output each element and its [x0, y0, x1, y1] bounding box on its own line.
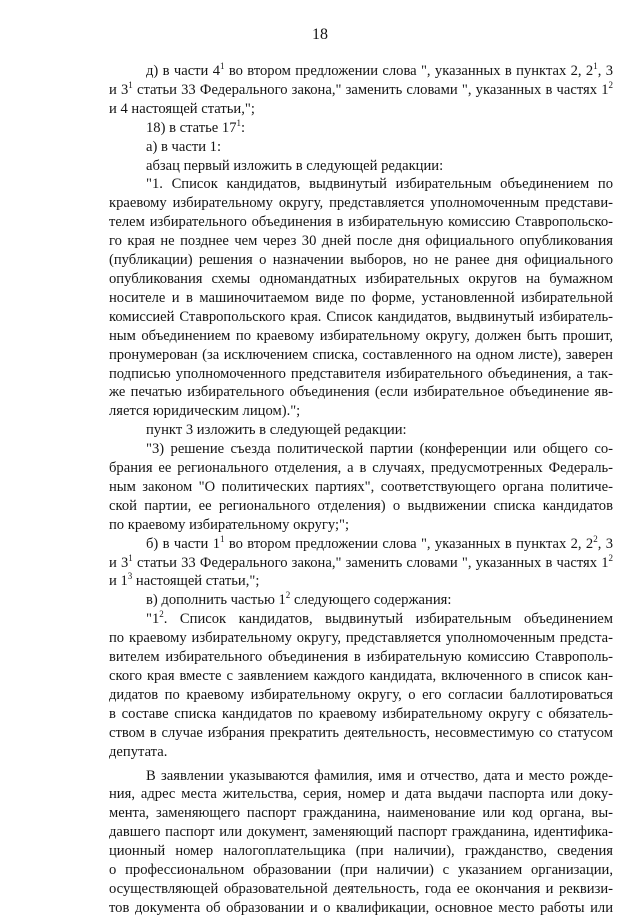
- text-run: комиссией Ставропольского края. Список кандидатов, выдвинутый избиратель-: [109, 308, 613, 325]
- text-run: ляется юридическим лицом).";: [109, 403, 301, 420]
- text-run: и 3: [109, 81, 129, 98]
- text-run: подписью уполномоченного представителя избирательного объединения, а так-: [109, 365, 613, 382]
- text-line: [109, 554, 613, 573]
- text-run: и 1: [109, 573, 128, 590]
- text-line: [109, 62, 613, 81]
- superscript: 3: [127, 571, 133, 582]
- text-run: краевому избирательному округу, представляется уполномоченным представи-: [109, 195, 613, 212]
- text-run: "1: [146, 611, 160, 628]
- text-line: [109, 497, 613, 516]
- text-run: статьи 33 Федерального закона," заменить словами ", указанных в частях 1: [132, 81, 609, 98]
- text-line: [109, 572, 613, 591]
- superscript: 1: [128, 552, 133, 563]
- text-line: [109, 365, 613, 384]
- text-line: [109, 610, 613, 629]
- text-run: ным законом "О политических партиях", соответствующего органа политиче-: [109, 478, 613, 495]
- text-line: [109, 346, 613, 365]
- text-run: о профессиональном образовании (при наличии) с указанием организации,: [109, 862, 613, 879]
- document-body: [109, 62, 613, 918]
- text-run: В заявлении указываются фамилия, имя и отчество, дата и место рожде-: [146, 767, 613, 784]
- text-run: "1. Список кандидатов, выдвинутый избирательным объединением по: [146, 176, 613, 193]
- text-line: [109, 81, 613, 100]
- text-line: [109, 459, 613, 478]
- text-run: "3) решение съезда политической партии (конференции или общего со-: [146, 441, 613, 458]
- text-line: [109, 861, 613, 880]
- superscript: 1: [236, 117, 242, 128]
- text-run: го края не позднее чем через 30 дней после дня официального опубликования: [109, 233, 613, 250]
- text-line: [109, 251, 613, 270]
- text-run: ционный номер налогоплательщика (при наличии), гражданство, сведения: [109, 843, 613, 860]
- text-line: [109, 842, 613, 861]
- text-run: и 3: [109, 554, 129, 571]
- text-run: (публикации) решения о назначении выборов, но не ранее дня официального: [109, 252, 613, 269]
- text-line: [109, 648, 613, 667]
- text-line: [109, 119, 613, 138]
- text-run: статьи 33 Федерального закона," заменить словами ", указанных в частях 1: [132, 554, 609, 571]
- superscript: 1: [220, 533, 225, 544]
- text-line: [109, 289, 613, 308]
- text-run: по краевому избирательному округу;";: [109, 516, 350, 533]
- text-line: [109, 629, 613, 648]
- text-line: [109, 138, 613, 157]
- text-run: пронумерован (за исключением списка, составленного на одном листе), заверен: [109, 346, 613, 363]
- text-line: [109, 591, 613, 610]
- text-line: [109, 157, 613, 176]
- text-line: [109, 535, 613, 554]
- text-line: [109, 724, 613, 743]
- text-line: [109, 327, 613, 346]
- text-line: [109, 899, 613, 918]
- text-line: [109, 686, 613, 705]
- text-line: [109, 667, 613, 686]
- text-run: ным объединением по краевому избирательному округу, должен быть прошит,: [109, 327, 613, 344]
- superscript: 2: [608, 552, 613, 563]
- text-line: [109, 270, 613, 289]
- superscript: 2: [593, 533, 598, 544]
- text-line: [109, 516, 613, 535]
- text-line: [109, 767, 613, 786]
- text-run: пункт 3 изложить в следующей редакции:: [146, 422, 407, 439]
- text-run: дидатов по краевому избирательному округу, о его согласии баллотироваться: [109, 686, 613, 703]
- page-number: 18: [312, 26, 328, 43]
- text-run: брания ее регионального отделения, а в случаях, предусмотренных Федераль-: [109, 460, 613, 477]
- text-run: ством в случае избрания прекратить деятельность, несовместимую со статусом: [109, 724, 613, 741]
- text-run: , 3: [597, 63, 614, 79]
- text-line: [109, 402, 613, 421]
- text-line: [109, 213, 613, 232]
- text-run: вителем избирательного объединения в избирательную комиссию Ставрополь-: [109, 649, 613, 666]
- text-line: [109, 100, 613, 119]
- superscript: 1: [220, 61, 225, 71]
- text-line: [109, 478, 613, 497]
- text-run: во втором предложении слова ", указанных в пунктах 2, 2: [224, 63, 594, 79]
- text-run: в) дополнить частью 1: [146, 592, 286, 609]
- text-run: настоящей статьи,";: [132, 573, 260, 590]
- text-run: а) в части 1:: [146, 138, 222, 155]
- text-run: мента, заменяющего паспорт гражданина, наименование или код органа, вы-: [109, 805, 613, 822]
- text-line: [109, 804, 613, 823]
- superscript: 2: [159, 609, 164, 620]
- text-line: [109, 232, 613, 251]
- text-run: абзац первый изложить в следующей редакции:: [146, 157, 444, 174]
- text-run: депутата.: [109, 743, 168, 760]
- text-run: следующего содержания:: [290, 592, 452, 609]
- text-run: б) в части 1: [146, 535, 221, 552]
- text-line: [109, 421, 613, 440]
- text-line: [109, 785, 613, 804]
- text-run: , 3: [597, 535, 614, 552]
- text-run: носителе и в машиночитаемом виде по форме, установленной избирательной: [109, 289, 613, 306]
- text-line: [109, 880, 613, 899]
- text-run: тов документа об образовании и о квалификации, основное место работы или: [109, 899, 613, 916]
- text-line: [109, 743, 613, 762]
- superscript: 2: [285, 590, 291, 601]
- superscript: 1: [128, 79, 133, 90]
- text-run: осуществляющей образовательной деятельность, года ее окончания и реквизи-: [109, 880, 613, 897]
- text-run: давшего паспорт или документ, заменяющий паспорт гражданина, идентифика-: [109, 824, 613, 841]
- text-run: ния, адрес места жительства, серия, номер и дата выдачи паспорта или доку-: [109, 786, 613, 803]
- text-line: [109, 705, 613, 724]
- text-line: [109, 308, 613, 327]
- text-run: 18) в статье 17: [146, 119, 237, 136]
- text-run: . Список кандидатов, выдвинутый избирательным объединением: [163, 611, 613, 628]
- text-line: [109, 440, 613, 459]
- text-line: [109, 175, 613, 194]
- text-line: [109, 194, 613, 213]
- text-line: [109, 383, 613, 402]
- text-run: д) в части 4: [146, 63, 221, 79]
- text-run: же печатью избирательного объединения (если избирательное объединение яв-: [109, 384, 613, 401]
- text-run: ской партии, ее регионального отделения) о выдвижении списка кандидатов: [109, 497, 613, 514]
- text-run: в составе списка кандидатов по краевому избирательному округу с обязатель-: [109, 705, 613, 722]
- text-run: во втором предложении слова ", указанных в пунктах 2, 2: [224, 535, 594, 552]
- superscript: 2: [608, 79, 613, 90]
- text-line: [109, 823, 613, 842]
- text-run: :: [241, 119, 246, 136]
- text-run: и 4 настоящей статьи,";: [109, 100, 255, 117]
- text-run: телем избирательного объединения в избирательную комиссию Ставропольско-: [109, 214, 613, 231]
- text-run: ского края вместе с заявлением каждого кандидата, включенного в список кан-: [109, 668, 613, 684]
- text-run: по краевому избирательному округу, представляется уполномоченным предста-: [109, 630, 613, 647]
- text-run: опубликования схемы одномандатных избирательных округов на бумажном: [109, 270, 613, 287]
- superscript: 1: [593, 61, 598, 71]
